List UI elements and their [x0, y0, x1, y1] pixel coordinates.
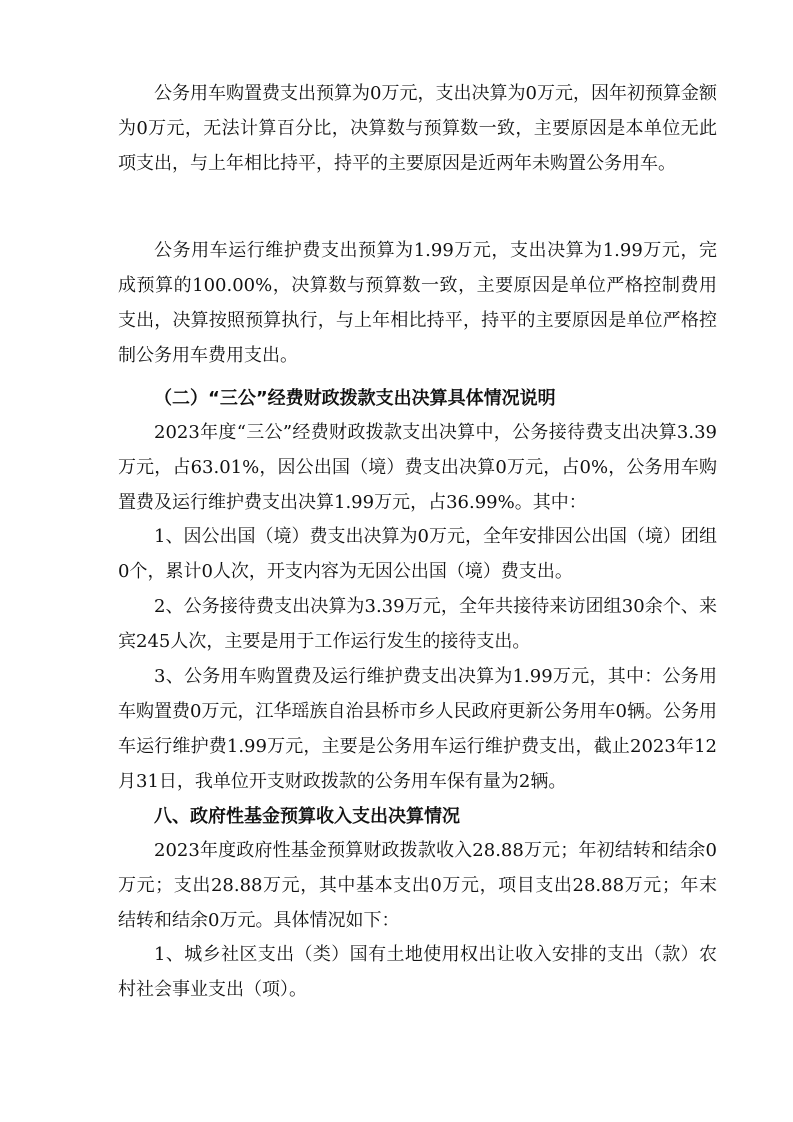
list-item-overseas: 1、因公出国（境）费支出决算为0万元，全年安排因公出国（境）团组0个，累计0人次，开支内容为无因公出国（境）费支出。 [118, 526, 717, 582]
paragraph-three-public-summary: 2023年度“三公”经费财政拨款支出决算中，公务接待费支出决算3.39万元，占63.01%，因公出国（境）费支出决算0万元，占0%，公务用车购置费及运行维护费支出决算1.99万元，占36.99%。其中： [118, 422, 717, 513]
paragraph-car-maintenance: 公务用车运行维护费支出预算为1.99万元，支出决算为1.99万元，完成预算的100.00%，决算数与预算数一致，主要原因是单位严格控制费用支出，决算按照预算执行，与上年相比持平，持平的主要原因是单位严格控制公务用车费用支出。 [118, 240, 717, 366]
list-item-vehicles: 3、公务用车购置费及运行维护费支出决算为1.99万元，其中：公务用车购置费0万元，江华瑶族自治县桥市乡人民政府更新公务用车0辆。公务用车运行维护费1.99万元，主要是公务用车运行维护费支出，截止2023年12月31日，我单位开支财政拨款的公务用车保有量为2辆。 [118, 666, 717, 792]
paragraph-fund-summary: 2023年度政府性基金预算财政拨款收入28.88万元；年初结转和结余0万元；支出28.88万元，其中基本支出0万元，项目支出28.88万元；年末结转和结余0万元。具体情况如下： [118, 840, 717, 931]
paragraph-car-purchase: 公务用车购置费支出预算为0万元，支出决算为0万元，因年初预算金额为0万元，无法计算百分比，决算数与预算数一致，主要原因是本单位无此项支出，与上年相比持平，持平的主要原因是近两年未购置公务用车。 [118, 83, 717, 174]
section-heading-government-fund: 八、政府性基金预算收入支出决算情况 [154, 806, 460, 827]
section-heading-three-public: （二）“三公”经费财政拨款支出决算具体情况说明 [154, 388, 556, 409]
list-item-reception: 2、公务接待费支出决算为3.39万元，全年共接待来访团组30余个、来宾245人次，主要是用于工作运行发生的接待支出。 [118, 596, 717, 652]
list-item-fund-1: 1、城乡社区支出（类）国有土地使用权出让收入安排的支出（款）农村社会事业支出（项）。 [118, 944, 717, 1000]
